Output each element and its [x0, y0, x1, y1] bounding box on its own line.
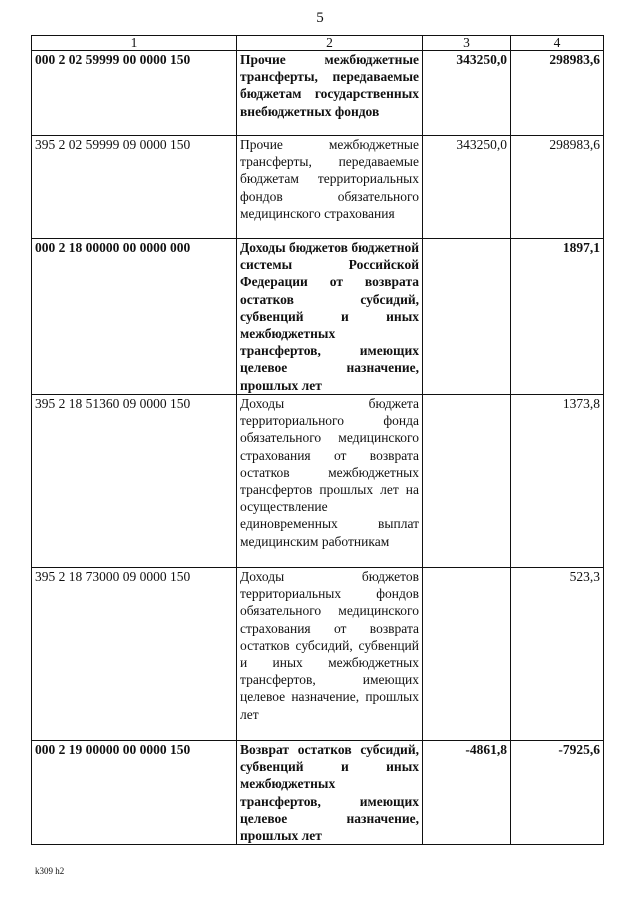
amount-cell-col4: 298983,6 [511, 51, 604, 136]
amount-cell-col3 [423, 568, 511, 741]
revenue-name-cell: Прочие межбюджетные трансферты, передаваемые бюджетам государственных внебюджетных фондов [237, 51, 423, 136]
table-row [32, 239, 604, 395]
column-header-4: 4 [511, 36, 604, 51]
budget-code-cell: 395 2 18 73000 09 0000 150 [32, 568, 237, 741]
table-row [32, 51, 604, 136]
revenue-name-cell: Доходы бюджета территориального фонда обязательного медицинского страхования от возврата остатков межбюджетных трансфертов прошлых лет на осуществление единовременных выплат медицинским работникам [237, 395, 423, 568]
column-header-3: 3 [423, 36, 511, 51]
amount-cell-col4: -7925,6 [511, 741, 604, 845]
amount-cell-col3: -4861,8 [423, 741, 511, 845]
table-header-row [32, 36, 604, 51]
table-row [32, 395, 604, 568]
budget-code-cell: 000 2 18 00000 00 0000 000 [32, 239, 237, 395]
amount-cell-col3 [423, 395, 511, 568]
revenue-name-cell: Доходы бюджетов территориальных фондов обязательного медицинского страхования от возврата остатков субсидий, субвенций и иных межбюджетных трансфертов, имеющих целевое назначение, прошлых лет [237, 568, 423, 741]
amount-cell-col4: 523,3 [511, 568, 604, 741]
amount-cell-col4: 1373,8 [511, 395, 604, 568]
budget-code-cell: 000 2 19 00000 00 0000 150 [32, 741, 237, 845]
table-row [32, 741, 604, 845]
budget-revenue-table [31, 35, 604, 845]
amount-cell-col4: 298983,6 [511, 136, 604, 239]
amount-cell-col3: 343250,0 [423, 136, 511, 239]
document-footer-code: k309 h2 [35, 866, 65, 876]
revenue-name-cell: Возврат остатков субсидий, субвенций и иных межбюджетных трансфертов, имеющих целевое назначение, прошлых лет [237, 741, 423, 845]
table-row [32, 568, 604, 741]
page-number: 5 [316, 10, 324, 26]
column-header-1: 1 [32, 36, 237, 51]
amount-cell-col3: 343250,0 [423, 51, 511, 136]
revenue-name-cell: Прочие межбюджетные трансферты, передаваемые бюджетам территориальных фондов обязательного медицинского страхования [237, 136, 423, 239]
table-row [32, 136, 604, 239]
amount-cell-col3 [423, 239, 511, 395]
budget-code-cell: 395 2 02 59999 09 0000 150 [32, 136, 237, 239]
column-header-2: 2 [237, 36, 423, 51]
budget-code-cell: 395 2 18 51360 09 0000 150 [32, 395, 237, 568]
revenue-name-cell: Доходы бюджетов бюджетной системы Российской Федерации от возврата остатков субсидий, субвенций и иных межбюджетных трансфертов, имеющих целевое назначение, прошлых лет [237, 239, 423, 395]
amount-cell-col4: 1897,1 [511, 239, 604, 395]
budget-code-cell: 000 2 02 59999 00 0000 150 [32, 51, 237, 136]
